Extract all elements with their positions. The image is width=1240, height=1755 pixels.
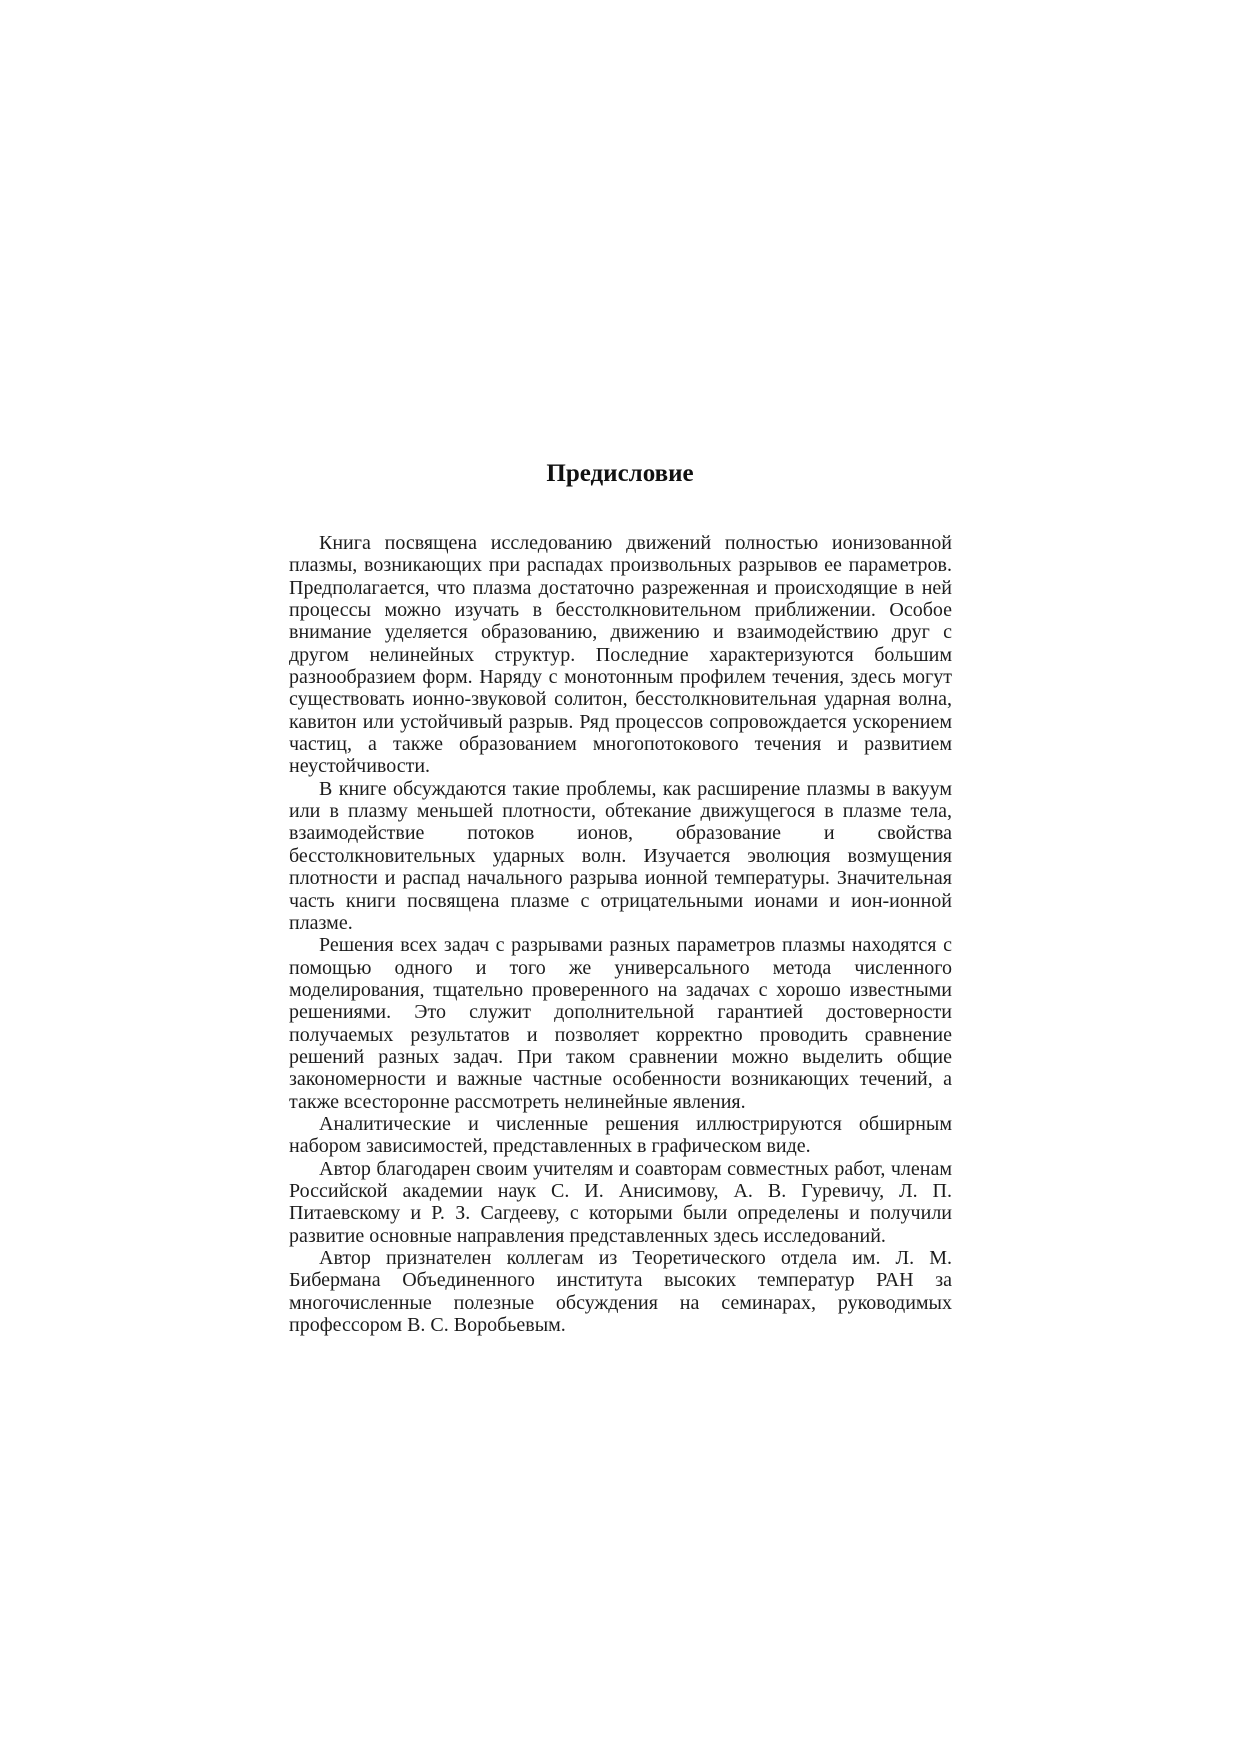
- paragraph: Аналитические и численные решения иллюстрируются обширным набором зависимостей, представленных в графическом виде.: [289, 1112, 952, 1158]
- page-title: Предисловие: [546, 460, 694, 487]
- preface-body: [289, 532, 952, 1336]
- paragraph: Автор благодарен своим учителям и соавторам совместных работ, членам Российской академии наук С. И. Анисимову, А. В. Гуревичу, Л. П. Питаевскому и Р. З. Сагдееву, с которыми были определены и получили развитие основные направления представленных здесь исследований.: [289, 1157, 952, 1247]
- paragraph: В книге обсуждаются такие проблемы, как расширение плазмы в вакуум или в плазму меньшей плотности, обтекание движущегося в плазме тела, взаимодействие потоков ионов, образование и свойства бесстолкновительных ударных волн. Изучается эволюция возмущения плотности и распад начального разрыва ионной температуры. Значительная часть книги посвящена плазме с отрицательными ионами и ион-ионной плазме.: [289, 777, 952, 934]
- paragraph: Решения всех задач с разрывами разных параметров плазмы находятся с помощью одного и того же универсального метода численного моделирования, тщательно проверенного на задачах с хорошо известными решениями. Это служит дополнительной гарантией достоверности получаемых результатов и позволяет корректно проводить сравнение решений разных задач. При таком сравнении можно выделить общие закономерности и важные частные особенности возникающих течений, а также всесторонне рассмотреть нелинейные явления.: [289, 934, 952, 1113]
- paragraph: Автор признателен коллегам из Теоретического отдела им. Л. М. Бибермана Объединенного института высоких температур РАН за многочисленные полезные обсуждения на семинарах, руководимых профессором В. С. Воробьевым.: [289, 1247, 952, 1337]
- paragraph: Книга посвящена исследованию движений полностью ионизованной плазмы, возникающих при распадах произвольных разрывов ее параметров. Предполагается, что плазма достаточно разреженная и происходящие в ней процессы можно изучать в бесстолкновительном приближении. Особое внимание уделяется образованию, движению и взаимодействию друг с другом нелинейных структур. Последние характеризуются большим разнообразием форм. Наряду с монотонным профилем течения, здесь могут существовать ионно-звуковой солитон, бесстолкновительная ударная волна, кавитон или устойчивый разрыв. Ряд процессов сопровождается ускорением частиц, а также образованием многопотокового течения и развитием неустойчивости.: [289, 532, 952, 778]
